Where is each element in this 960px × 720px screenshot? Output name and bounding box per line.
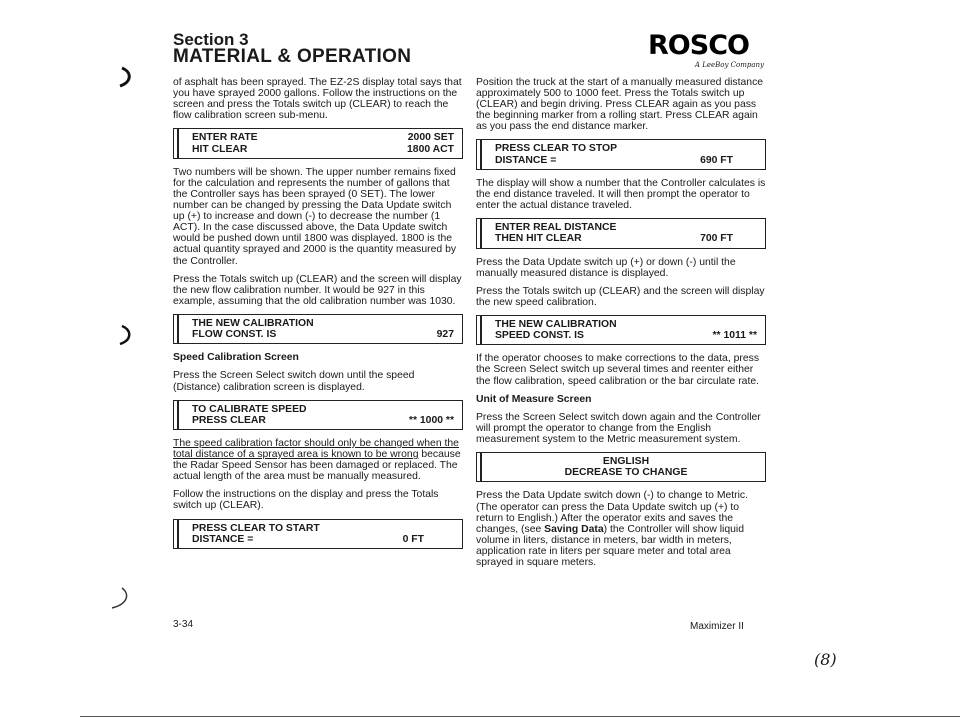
display-value: 700 FT — [700, 233, 733, 245]
section-heading: Speed Calibration Screen — [173, 352, 299, 364]
display-box-calibrate-speed — [173, 400, 463, 430]
display-text: THEN HIT CLEAR — [495, 233, 582, 245]
paragraph: Press the Screen Select switch down until the speed (Distance) calibration screen is displayed. — [173, 370, 415, 393]
paragraph-text: Press the Data Update switch down (-) to change to Metric. (The operator can press the Data Update switch up (+) to return to English.) After the operator exits and saves the changes, (see — [476, 490, 749, 535]
bold-reference: Saving Data — [544, 523, 604, 535]
underlined-warning: The speed calibration factor should only be changed when the total distance of a sprayed area is known to be wrong — [173, 438, 459, 461]
section-heading: Unit of Measure Screen — [476, 393, 592, 405]
paragraph — [173, 438, 463, 482]
paragraph: of asphalt has been sprayed. The EZ-2S display total says that you have sprayed 2000 gallons. Follow the instructions on the screen and press the Totals switch up (CLEAR) to reach the flow calibration screen sub-menu. — [173, 77, 462, 122]
display-value: 1800 ACT — [407, 143, 454, 155]
display-text: ENTER REAL DISTANCE — [495, 222, 617, 234]
display-box-speed-calibration — [476, 315, 766, 345]
paragraph: Press the Totals switch up (CLEAR) and the screen will display the new speed calibration. — [476, 285, 765, 308]
display-value: 0 FT — [402, 533, 424, 545]
paragraph: Follow the instructions on the display and press the Totals switch up (CLEAR). — [173, 489, 439, 512]
display-box-start-distance — [173, 519, 463, 549]
rosco-logo — [648, 30, 766, 71]
paragraph-text: ) the Controller will show liquid volume in liters, distance in meters, bar width in meters, application rate in liters per square meter and total area sprayed in square meters. — [476, 523, 744, 568]
display-text: ENGLISH — [602, 456, 650, 467]
paragraph: Press the Data Update switch up (+) or down (-) until the manually measured distance is displayed. — [476, 256, 736, 279]
display-value: ** 1011 ** — [712, 330, 757, 342]
display-text: TO CALIBRATE SPEED — [192, 403, 307, 415]
paragraph-text: because the Radar Speed Sensor has been damaged or replaced. The actual length of the area must be manually measured. — [173, 449, 461, 483]
display-text: DISTANCE = — [192, 533, 254, 545]
paragraph: The display will show a number that the Controller calculates is the end distance traveled. It will then prompt the operator to enter the actual distance traveled. — [476, 177, 766, 212]
display-box-english — [476, 452, 766, 482]
display-text: ENTER RATE — [192, 132, 258, 144]
display-value: ** 1000 ** — [408, 414, 454, 426]
page-number: 3-34 — [173, 619, 194, 630]
display-text: PRESS CLEAR TO STOP — [495, 143, 618, 155]
paragraph — [476, 490, 766, 568]
logo-subtitle: A LeeBoy Company — [694, 61, 764, 69]
display-value: 690 FT — [700, 154, 733, 166]
display-text: FLOW CONST. IS — [192, 329, 277, 341]
display-text: SPEED CONST. IS — [495, 330, 584, 342]
handwritten-page-mark: (8) — [814, 650, 837, 669]
display-box-enter-rate — [173, 128, 463, 158]
display-text: DISTANCE = — [495, 154, 557, 166]
display-text: PRESS CLEAR TO START — [192, 522, 320, 534]
display-text: THE NEW CALIBRATION — [192, 317, 314, 329]
paragraph: Press the Screen Select switch down again and the Controller will prompt the operator to change from the English measurement system to the Metric measurement system. — [476, 411, 761, 445]
section-label: Section 3 — [173, 30, 249, 49]
display-text: HIT CLEAR — [192, 143, 248, 155]
paragraph: If the operator chooses to make corrections to the data, press the Screen Select switch up several times and reenter either the flow calibration, speed calibration or the bar circulate rate. — [476, 353, 760, 387]
display-box-real-distance — [476, 218, 766, 248]
logo-text: ROSCO — [648, 30, 749, 61]
display-box-flow-calibration — [173, 314, 463, 344]
display-text: THE NEW CALIBRATION — [495, 318, 617, 330]
right-column — [476, 77, 766, 575]
display-text: PRESS CLEAR — [192, 414, 266, 426]
display-box-stop-distance — [476, 139, 766, 169]
bottom-rule — [80, 716, 960, 717]
page-title: MATERIAL & OPERATION — [173, 46, 412, 67]
display-value: 927 — [436, 329, 454, 341]
left-column — [173, 77, 463, 557]
binding-hole-mark — [116, 324, 138, 348]
binding-hole-mark — [108, 586, 134, 612]
display-text: DECREASE TO CHANGE — [564, 467, 688, 479]
product-name: Maximizer II — [690, 621, 744, 632]
paragraph: Press the Totals switch up (CLEAR) and the screen will display the new flow calibration number. It would be 927 in this example, assuming that the old calibration number was 1030. — [173, 273, 462, 307]
paragraph: Two numbers will be shown. The upper number remains fixed for the calculation and represents the number of gallons that the Controller says has been sprayed (0 SET). The lower number can be changed by pressing the Data Update switch up (+) to increase and down (-) to decrease the number (1 ACT). In the case discussed above, the Data Update switch would be pushed down until 1800 was displayed. 1800 is the actual quantity sprayed and 2000 is the quantity measured by the Controller. — [173, 166, 457, 267]
display-value: 2000 SET — [407, 132, 454, 144]
binding-hole-mark — [116, 66, 138, 90]
paragraph: Position the truck at the start of a manually measured distance approximately 500 to 1000 feet. Press the Totals switch up (CLEAR) and begin driving. Press CLEAR again as you pass the beginning marker from a rolling start. Press CLEAR again as you pass the end distance marker. — [476, 77, 764, 133]
